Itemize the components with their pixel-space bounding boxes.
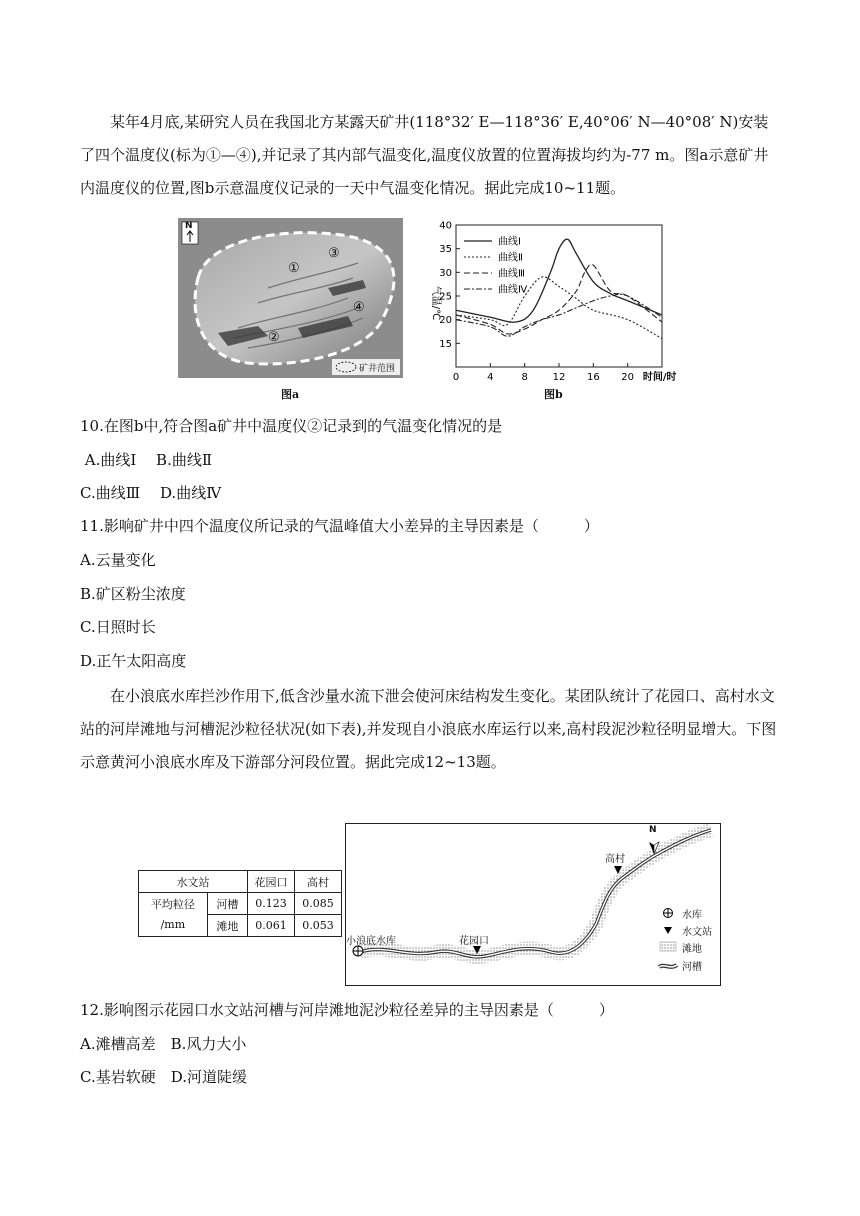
x-axis-label: 时间/时	[642, 372, 677, 383]
q11-option-a: A.云量变化	[80, 551, 156, 569]
q11-option-b: B.矿区粉尘浓度	[80, 585, 186, 603]
legend-reservoir: 水库	[682, 910, 702, 921]
legend-label-3: 曲线Ⅲ	[498, 268, 525, 280]
legend-floodplain: 滩地	[682, 944, 702, 955]
q11-option-c: C.日照时长	[80, 618, 156, 636]
row-label-line2: /mm	[160, 917, 186, 931]
north-label: N	[185, 221, 193, 231]
marker-4: ④	[353, 300, 365, 315]
series-line-2	[456, 277, 662, 339]
legend-icons	[659, 909, 677, 968]
table-cell: 0.085	[295, 893, 342, 915]
figure-a-map	[178, 218, 403, 378]
table-row	[139, 893, 342, 915]
river-map-graphic	[346, 824, 720, 985]
x-tick-label: 16	[586, 372, 600, 383]
table-cell-type: 滩地	[207, 915, 247, 937]
legend-station: 水文站	[682, 927, 712, 938]
river-map	[345, 823, 721, 986]
y-tick-label: 20	[439, 315, 452, 327]
table-header-station: 水文站	[139, 871, 248, 893]
legend-label-4: 曲线Ⅳ	[498, 284, 528, 296]
q12-options-row2: C.基岩软硬 D.河道陡缓	[80, 1068, 247, 1086]
table-header-row	[139, 871, 342, 893]
q10-options-row2: C.曲线Ⅲ D.曲线Ⅳ	[80, 484, 222, 502]
y-axis-label: 气温/℃	[430, 285, 441, 321]
passage-2: 在小浪底水库拦沙作用下,低含沙量水流下泄会使河床结构发生变化。某团队统计了花园口、高村水文站的河岸滩地与河槽泥沙粒径状况(如下表),并发现自小浪底水库运行以来,高村段泥沙粒径明显增大。下图示意黄河小浪底水库及下游部分河段位置。据此完成12~13题。	[80, 687, 777, 771]
table-header-gaocun: 高村	[295, 871, 342, 893]
y-tick-label: 15	[439, 338, 452, 350]
row-label-line1: 平均粒径	[150, 897, 195, 911]
legend-label-1: 曲线Ⅰ	[498, 236, 521, 248]
x-tick-label: 8	[521, 372, 528, 383]
map-label-reservoir: 小浪底水库	[346, 936, 396, 947]
q10-options-row1: A.曲线Ⅰ B.曲线Ⅱ	[80, 451, 213, 469]
legend-label-2: 曲线Ⅱ	[498, 252, 523, 264]
y-tick-label: 25	[439, 291, 452, 303]
mine-range-legend: 矿井范围	[359, 364, 396, 374]
q11-option-d: D.正午太阳高度	[80, 652, 187, 670]
series-line-4	[456, 294, 662, 336]
table-row-label	[139, 893, 208, 937]
table-cell: 0.123	[248, 893, 295, 915]
marker-2: ②	[268, 330, 280, 345]
sediment-table	[138, 870, 342, 937]
series-line-3	[456, 264, 662, 334]
map-north-label: N	[649, 825, 657, 835]
table-header-huayuankou: 花园口	[248, 871, 295, 893]
q12-options-row1: A.滩槽高差 B.风力大小	[80, 1035, 247, 1053]
table-cell: 0.053	[295, 915, 342, 937]
y-tick-label: 30	[439, 267, 452, 279]
q10-stem: 10.在图b中,符合图a矿井中温度仪②记录到的气温变化情况的是	[80, 417, 503, 435]
table-cell-type: 河槽	[207, 893, 247, 915]
map-label-huayuankou: 花园口	[459, 936, 489, 947]
q11-stem: 11.影响矿井中四个温度仪所记录的气温峰值大小差异的主导因素是（ ）	[80, 517, 599, 535]
figure-b-chart	[420, 215, 680, 395]
plot-frame	[456, 225, 662, 367]
passage-1: 某年4月底,某研究人员在我国北方某露天矿井(118°32′ E—118°36′ E,40°06′ N—40°08′ N)安装了四个温度仪(标为①—④),并记录了其内部气温变化,温度仪放置的位置海拔均约为-77 m。图a示意矿井内温度仪的位置,图b示意温度仪记录的一天中气温变化情况。据此完成10~11题。	[80, 113, 769, 197]
x-tick-label: 0	[452, 372, 460, 383]
legend-channel: 河槽	[682, 962, 702, 973]
map-label-gaocun: 高村	[605, 854, 625, 865]
x-tick-label: 12	[552, 372, 566, 383]
x-tick-label: 20	[621, 372, 635, 383]
figure-a-caption: 图a	[281, 388, 300, 401]
table-cell: 0.061	[248, 915, 295, 937]
reservoir-icon	[353, 946, 363, 956]
q12-stem: 12.影响图示花园口水文站河槽与河岸滩地泥沙粒径差异的主导因素是（ ）	[80, 1001, 614, 1019]
marker-1: ①	[288, 261, 300, 276]
y-tick-label: 35	[439, 244, 452, 256]
marker-3: ③	[328, 246, 340, 261]
y-tick-label: 40	[439, 220, 452, 232]
mine-aerial-image	[178, 218, 403, 378]
x-tick-label: 4	[487, 372, 494, 383]
figure-b-caption: 图b	[544, 388, 563, 401]
